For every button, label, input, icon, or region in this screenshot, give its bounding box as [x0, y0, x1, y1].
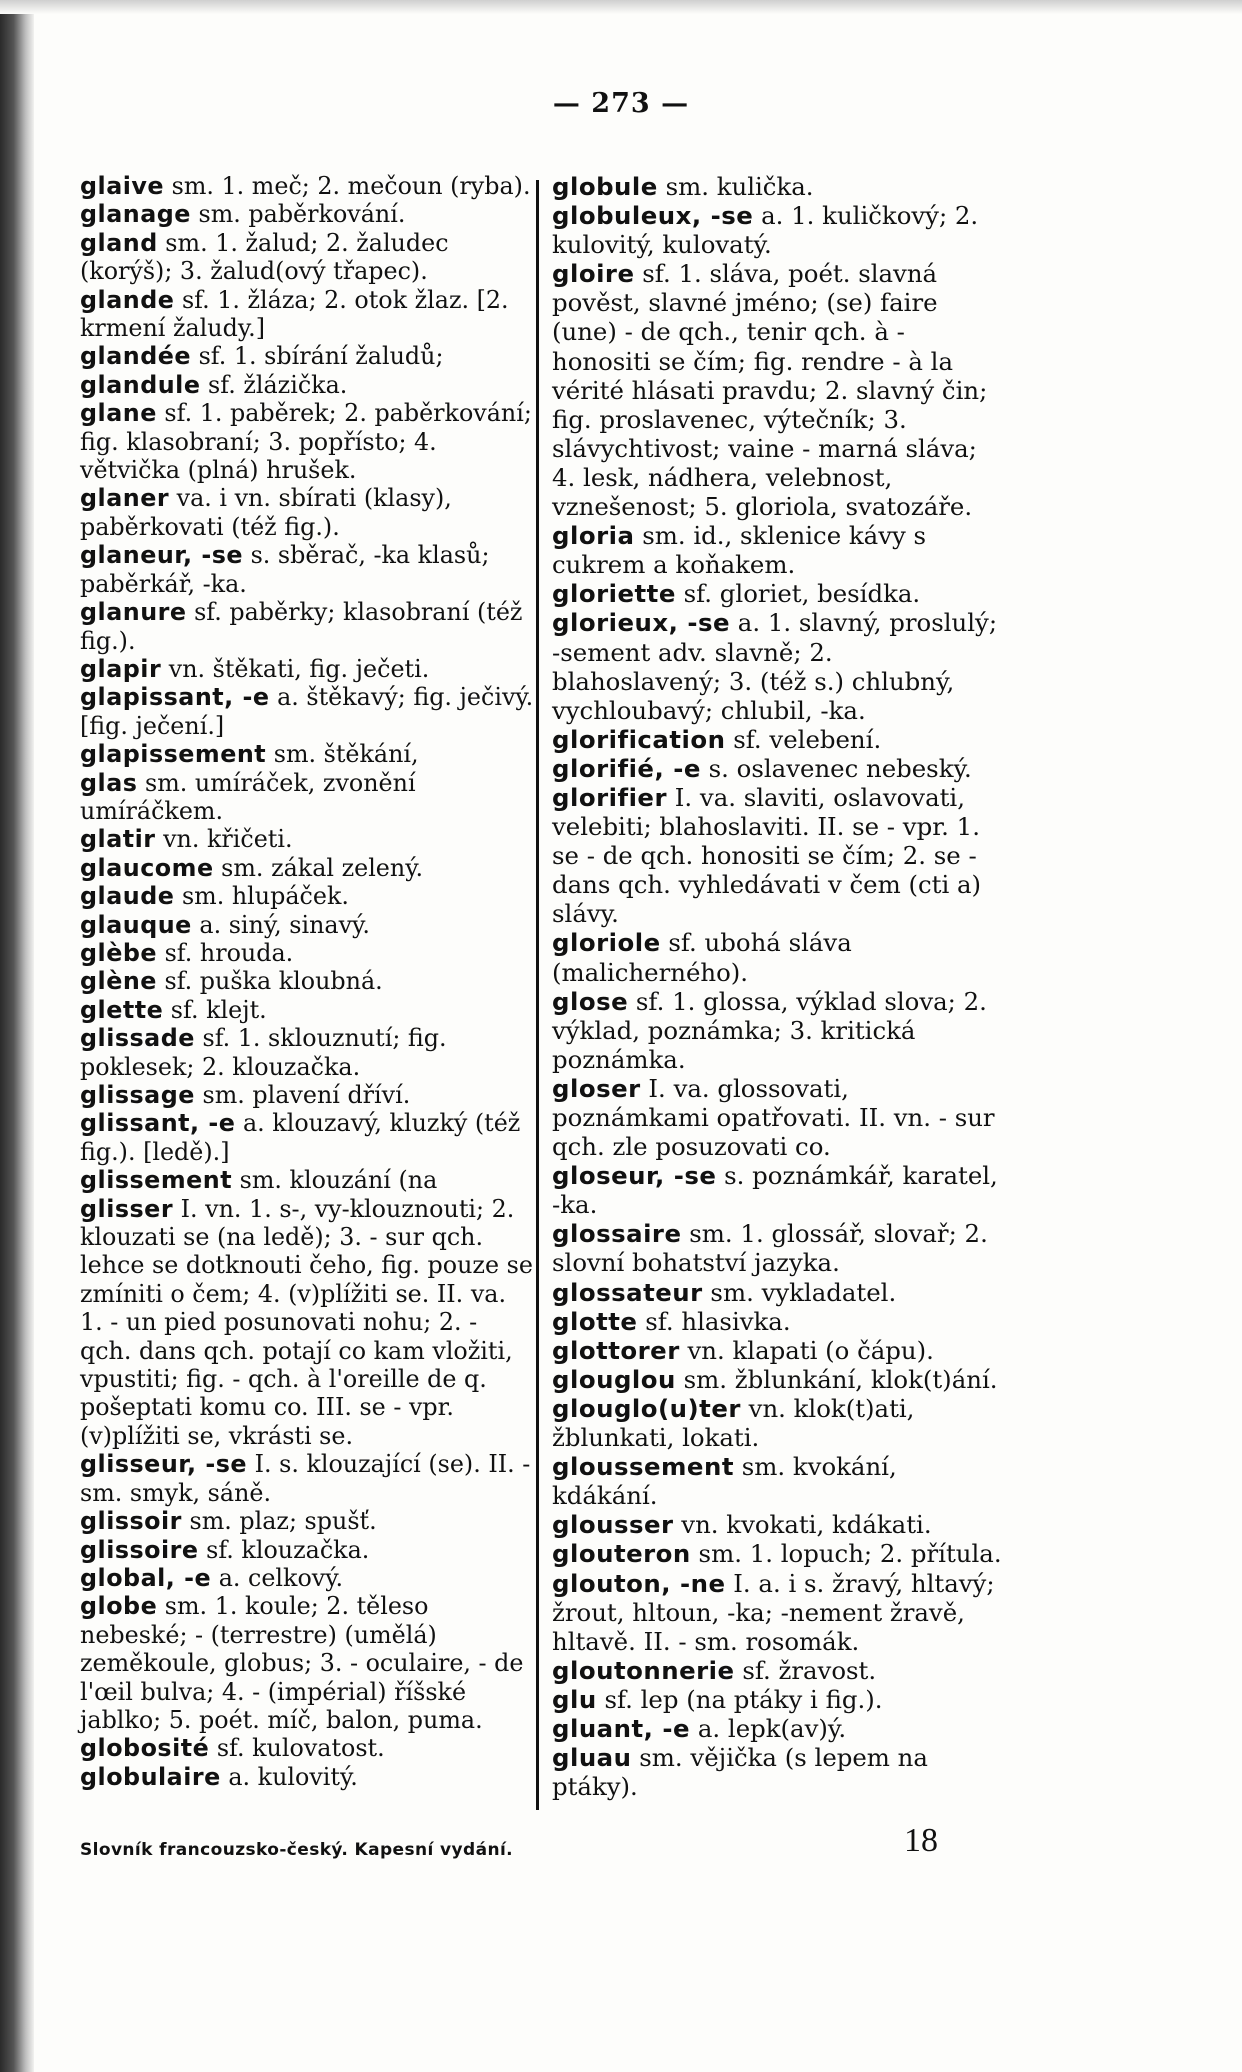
entry-definition: sm. vějička (s lepem na ptáky). — [552, 1743, 928, 1802]
entry-headword: glossateur — [552, 1277, 703, 1307]
entry-definition: sf. lep (na ptáky i fig.). — [596, 1684, 883, 1714]
dictionary-entry — [552, 579, 1007, 608]
dictionary-entry — [80, 882, 535, 910]
entry-headword: glapissement — [80, 740, 267, 769]
dictionary-entry — [552, 608, 1007, 724]
entry-headword: glèbe — [80, 938, 158, 967]
entry-definition: sf. puška kloubná. — [156, 967, 383, 996]
entry-headword: glauque — [80, 910, 192, 939]
entry-definition: sm. plavení dříví. — [194, 1081, 411, 1109]
dictionary-entry — [80, 967, 535, 995]
dictionary-entry — [552, 1394, 1007, 1452]
entry-headword: glouteron — [552, 1539, 691, 1569]
entry-headword: globosité — [80, 1734, 210, 1763]
entry-definition: sf. klouzačka. — [198, 1535, 370, 1564]
dictionary-entry — [80, 1763, 535, 1791]
dictionary-entry — [552, 1656, 1007, 1685]
entry-definition: sm. klouzání (na — [232, 1166, 438, 1195]
entry-headword: glas — [80, 768, 138, 797]
entry-headword: global, -e — [80, 1563, 212, 1592]
entry-headword: glandée — [80, 342, 192, 371]
dictionary-entry — [80, 1081, 535, 1109]
entry-definition: sm. plaz; spušť. — [181, 1507, 377, 1536]
entry-definition: vn. křičeti. — [155, 825, 293, 854]
page-number: — 273 — — [552, 88, 690, 119]
entry-definition: vn. kvokati, kdákati. — [673, 1510, 932, 1540]
entry-definition: sf. hlasivka. — [637, 1306, 791, 1336]
entry-headword: glanage — [80, 200, 191, 229]
entry-definition: sm. paběrkování. — [190, 200, 406, 229]
entry-definition: a. kulovitý. — [220, 1762, 358, 1791]
entry-headword: glouglo(u)ter — [552, 1393, 741, 1423]
entry-headword: glapissant, -e — [80, 683, 270, 712]
column-divider — [536, 180, 539, 1810]
dictionary-entry — [80, 1024, 535, 1081]
entry-definition: sf. 1. sbírání žaludů; — [191, 342, 444, 371]
entry-definition: a. 1. kuličkový; 2. kulovitý, kulovatý. — [552, 201, 979, 260]
entry-headword: gluau — [552, 1743, 632, 1773]
entry-headword: glose — [552, 986, 629, 1016]
dictionary-entry — [552, 928, 1007, 986]
entry-definition: sm. 1. koule; 2. těleso nebeské; - (terrestre) (umělá) zeměkoule, globus; 3. - oculaire, - de l'œil bulva; 4. - (impérial) říšské jablko; 5. poét. míč, balon, puma. — [80, 1592, 524, 1734]
dictionary-entry — [552, 1510, 1007, 1539]
entry-headword: glatir — [80, 825, 156, 854]
dictionary-entry — [80, 769, 535, 826]
entry-headword: glaude — [80, 882, 175, 911]
entry-headword: globulaire — [80, 1762, 221, 1791]
dictionary-entry — [80, 939, 535, 967]
entry-definition: a. celkový. — [211, 1563, 344, 1592]
entry-definition: sm. 1. glossář, slovař; 2. slovní bohatství jazyka. — [552, 1219, 988, 1278]
dictionary-entry — [552, 1307, 1007, 1336]
entry-headword: glisser — [80, 1194, 174, 1223]
entry-definition: sm. id., sklenice kávy s cukrem a koňakem. — [552, 521, 927, 580]
dictionary-entry — [80, 399, 535, 484]
entry-definition: sf. hrouda. — [157, 938, 294, 967]
entry-headword: glorieux, -se — [552, 608, 731, 638]
entry-definition: sm. kulička. — [657, 172, 814, 201]
entry-headword: gland — [80, 228, 158, 257]
entry-headword: gloseur, -se — [552, 1161, 717, 1191]
book-binding-shadow — [0, 0, 34, 2072]
page-top-edge — [0, 0, 1242, 14]
dictionary-entry — [80, 1507, 535, 1535]
entry-definition: sf. klejt. — [163, 995, 267, 1024]
entry-definition: a. štěkavý; fig. ječivý. [fig. ječení.] — [80, 683, 534, 740]
dictionary-entry — [80, 1195, 535, 1451]
dictionary-entry — [80, 172, 535, 200]
entry-headword: glorifié, -e — [552, 753, 701, 783]
entry-headword: glaucome — [80, 853, 214, 882]
dictionary-entry — [552, 1074, 1007, 1161]
entry-definition: sf. žlázička. — [200, 370, 348, 399]
dictionary-entry — [552, 1452, 1007, 1510]
entry-headword: glissoir — [80, 1507, 182, 1536]
entry-definition: sf. kulovatost. — [209, 1734, 385, 1763]
entry-definition: sf. paběrky; klasobraní (též fig.). — [80, 598, 523, 655]
entry-headword: glisseur, -se — [80, 1450, 248, 1479]
dictionary-entry — [80, 740, 535, 768]
entry-definition: a. siný, sinavý. — [191, 910, 370, 939]
entry-headword: glouton, -ne — [552, 1568, 726, 1598]
entry-definition: sf. 1. paběrek; 2. paběrkování; fig. klasobraní; 3. popřísto; 4. větvička (plná) hrušek. — [80, 399, 532, 485]
entry-headword: glène — [80, 967, 157, 996]
entry-definition: vn. klapati (o čápu). — [679, 1335, 934, 1365]
entry-definition: I. s. klouzající (se). II. - sm. smyk, sáně. — [80, 1450, 531, 1507]
dictionary-entry — [552, 1365, 1007, 1394]
dictionary-entry — [552, 1539, 1007, 1568]
entry-definition: va. i vn. sbírati (klasy), paběrkovati (též fig.). — [80, 484, 452, 541]
entry-definition: sm. 1. lopuch; 2. přítula. — [690, 1539, 1002, 1569]
entry-headword: glette — [80, 995, 164, 1024]
entry-definition: sm. zákal zelený. — [213, 853, 424, 882]
dictionary-entry — [552, 1743, 1007, 1801]
entry-headword: glorifier — [552, 782, 668, 812]
dictionary-entry — [80, 911, 535, 939]
entry-headword: glissoire — [80, 1535, 199, 1564]
dictionary-entry — [80, 598, 535, 655]
entry-headword: gloussement — [552, 1452, 734, 1482]
entry-definition: sf. 1. sklouznutí; fig. poklesek; 2. klouzačka. — [80, 1024, 447, 1081]
entry-headword: gloriole — [552, 928, 661, 958]
dictionary-entry — [80, 1166, 535, 1194]
entry-headword: glapir — [80, 654, 162, 683]
dictionary-entry — [80, 1450, 535, 1507]
entry-headword: glane — [80, 399, 157, 428]
entry-definition: s. oslavenec nebeský. — [700, 753, 972, 783]
entry-definition: sf. 1. sláva, poét. slavná pověst, slavné jméno; (se) faire (une) - de qch., tenir qch. à - honositi se čím; fig. rendre - à la vérité hlásati pravdu; 2. slavný čin; fig. proslavenec, výtečník; 3. slávychtivost; vaine - marná sláva; 4. lesk, nádhera, velebnost, vznešenost; 5. gloriola, svatozáře. — [552, 259, 988, 522]
entry-definition: a. klouzavý, kluzký (též fig.). [ledě).] — [80, 1109, 521, 1166]
dictionary-entry — [80, 825, 535, 853]
dictionary-entry — [552, 754, 1007, 783]
dictionary-entry — [552, 1161, 1007, 1219]
entry-headword: glaive — [80, 172, 165, 200]
dictionary-entry — [552, 725, 1007, 754]
dictionary-entry — [80, 1592, 535, 1734]
entry-definition: I. va. slaviti, oslavovati, velebiti; blahoslaviti. II. se - vpr. 1. se - de qch. honositi se čím; 2. se - dans qch. vyhledávati v čem (cti a) slávy. — [552, 782, 982, 929]
dictionary-entry — [80, 484, 535, 541]
dictionary-entry — [552, 1336, 1007, 1365]
entry-headword: glissage — [80, 1081, 195, 1109]
dictionary-entry — [552, 1714, 1007, 1743]
entry-headword: glissement — [80, 1166, 233, 1195]
entry-headword: gloria — [552, 521, 635, 551]
dictionary-entry — [80, 286, 535, 343]
entry-definition: sm. umíráček, zvonění umíráčkem. — [80, 768, 416, 825]
dictionary-entry — [552, 987, 1007, 1074]
entry-headword: glu — [552, 1684, 597, 1714]
dictionary-entry — [80, 1564, 535, 1592]
entry-headword: glandule — [80, 370, 201, 399]
entry-headword: gloriette — [552, 579, 676, 609]
entry-definition: sf. 1. glossa, výklad slova; 2. výklad, poznámka; 3. kritická poznámka. — [552, 986, 987, 1074]
entry-headword: glottorer — [552, 1335, 680, 1365]
entry-headword: glande — [80, 285, 175, 314]
entry-headword: glotte — [552, 1306, 638, 1336]
entry-headword: gloser — [552, 1073, 641, 1103]
entry-headword: globule — [552, 172, 658, 201]
entry-definition: sm. 1. žalud; 2. žaludec (korýš); 3. žalud(ový třapec). — [80, 228, 449, 286]
entry-definition: sm. štěkání, — [266, 740, 419, 769]
entry-definition: sm. vykladatel. — [702, 1277, 897, 1307]
dictionary-entry — [552, 1278, 1007, 1307]
entry-headword: glaner — [80, 484, 170, 513]
dictionary-entry — [552, 783, 1007, 928]
entry-definition: sf. 1. žláza; 2. otok žlaz. [2. krmení žaludy.] — [80, 285, 509, 343]
entry-definition: sf. ubohá sláva (malicherného). — [552, 928, 852, 987]
dictionary-entry — [80, 854, 535, 882]
dictionary-entry — [552, 172, 1007, 201]
dictionary-entry — [552, 1685, 1007, 1714]
footer-title: Slovník francouzsko-český. Kapesní vydání. — [80, 1840, 514, 1860]
dictionary-entry — [80, 996, 535, 1024]
entry-headword: gloire — [552, 259, 635, 289]
dictionary-entry — [552, 1219, 1007, 1277]
entry-headword: glaneur, -se — [80, 541, 244, 570]
entry-definition: sm. žblunkání, klok(t)ání. — [675, 1364, 998, 1394]
right-column — [552, 172, 1007, 1801]
entry-definition: sf. gloriet, besídka. — [675, 579, 921, 609]
entry-definition: a. 1. slavný, proslulý; -sement adv. slavně; 2. blahoslavený; 3. (též s.) chlubný, vychloubavý; chlubil, -ka. — [552, 608, 998, 725]
entry-definition: sm. hlupáček. — [174, 882, 349, 911]
entry-definition: I. va. glossovati, poznámkami opatřovati. II. vn. - sur qch. zle posuzovati co. — [552, 1073, 995, 1162]
entry-headword: gluant, -e — [552, 1713, 691, 1743]
entry-definition: a. lepk(av)ý. — [690, 1713, 847, 1743]
dictionary-entry — [80, 200, 535, 228]
entry-definition: sm. kvokání, kdákání. — [552, 1452, 897, 1511]
entry-headword: glissant, -e — [80, 1109, 236, 1138]
entry-headword: glossaire — [552, 1219, 682, 1249]
dictionary-entry — [80, 1734, 535, 1762]
entry-definition: sf. žravost. — [734, 1655, 877, 1685]
entry-headword: glorification — [552, 724, 726, 754]
entry-headword: globe — [80, 1592, 158, 1621]
entry-definition: I. vn. 1. s-, vy-klouznouti; 2. klouzati se (na ledě); 3. - sur qch. lehce se dotknouti čeho, fig. pouze se zmíniti o čem; 4. (v)plížiti se. II. va. 1. - un pied posunovati nohu; 2. - qch. dans qch. potají co kam vložiti, vpustiti; fig. - qch. à l'oreille de q. pošeptati komu co. III. se - vpr. (v)plížiti se, vkrásti se. — [80, 1194, 533, 1450]
entry-headword: globuleux, -se — [552, 201, 754, 231]
dictionary-entry — [552, 259, 1007, 521]
entry-headword: gloutonnerie — [552, 1655, 735, 1685]
dictionary-entry — [80, 541, 535, 598]
dictionary-entry — [80, 683, 535, 740]
dictionary-entry — [80, 371, 535, 399]
entry-headword: glousser — [552, 1510, 674, 1540]
entry-definition: vn. štěkati, fig. ječeti. — [161, 654, 430, 683]
entry-definition: sf. velebení. — [725, 724, 882, 754]
entry-definition: s. sběrač, -ka klasů; paběrkář, -ka. — [80, 541, 490, 598]
entry-definition: I. a. i s. žravý, hltavý; žrout, hltoun, -ka; -nement žravě, hltavě. II. - sm. rosomák. — [552, 1568, 995, 1656]
dictionary-entry — [80, 1109, 535, 1166]
entry-definition: s. poznámkář, karatel, -ka. — [552, 1161, 998, 1220]
dictionary-entry — [552, 1569, 1007, 1656]
left-column — [80, 172, 535, 1791]
dictionary-entry — [80, 229, 535, 286]
entry-headword: glouglou — [552, 1364, 676, 1394]
dictionary-entry — [80, 1536, 535, 1564]
entry-headword: glanure — [80, 598, 187, 627]
dictionary-entry — [80, 655, 535, 683]
dictionary-entry — [552, 521, 1007, 579]
dictionary-entry — [80, 342, 535, 370]
dictionary-entry — [552, 201, 1007, 259]
entry-headword: glissade — [80, 1024, 195, 1053]
entry-definition: sm. 1. meč; 2. mečoun (ryba). — [164, 172, 531, 200]
entry-definition: vn. klok(t)ati, žblunkati, lokati. — [552, 1393, 915, 1453]
signature-mark: 18 — [904, 1822, 938, 1859]
